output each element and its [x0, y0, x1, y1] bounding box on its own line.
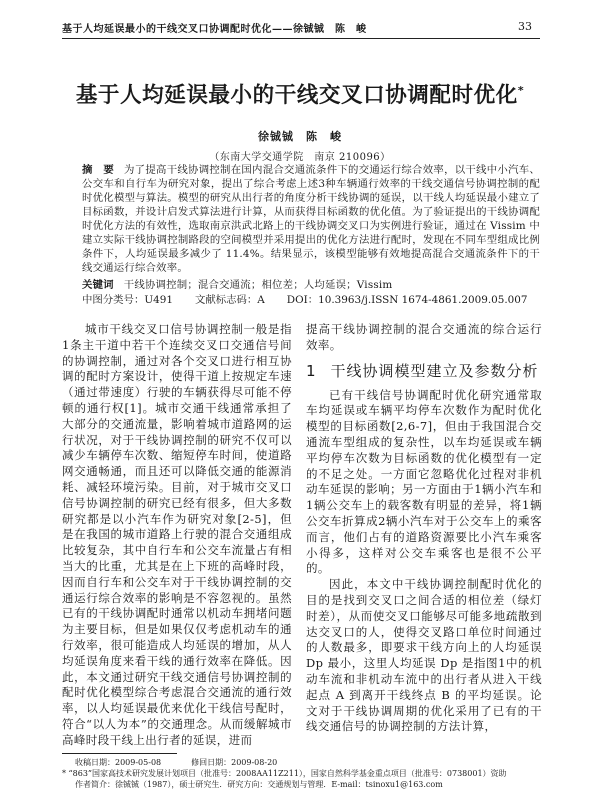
section-paragraph-2: 因此，本文中干线协调控制配时优化的目的是找到交叉口之间合适的相位差（绿灯时差），从而使交叉口能够尽可能多地疏散到达交叉口的人，使得交叉路口单位时间通过的人数最多，即要求干线方向上的人均延误 Dp 最小，这里人均延误 Dp 是指图1中的机动车流和非机动车流中的出行者从进入干线起点 A 到离开干线终点 B 的平均延误。论文对于干线协调周期的优化采用了已有的干线交通信号的协调控制的方法计算，: [306, 577, 542, 734]
keywords-label: 关键词: [82, 279, 114, 291]
front-matter: [82, 163, 540, 308]
document-code: 文献标志码：A: [194, 294, 265, 306]
footnote-rule: [62, 753, 177, 754]
footnote-dates: [62, 757, 540, 768]
intro-continuation: 提高干线协调控制的混合交通流的综合运行效率。: [306, 322, 542, 352]
received-date: 收稿日期：2009-05-08: [75, 758, 162, 767]
section-number: 1: [306, 361, 317, 380]
doi: DOI：10.3963/j.ISSN 1674-4861.2009.05.007: [286, 294, 528, 306]
body-left-column: [62, 322, 292, 749]
page-number: 33: [518, 20, 532, 33]
abstract-text: 为了提高干线协调控制在国内混合交通流条件下的交通运行综合效率，以干线中小汽车、公交车和自行车为研究对象，提出了综合考虑上述3种车辆通行效率的干线交通信号协调控制的配时优化模型与算法。模型的研究从出行者的角度分析干线协调的延误，以干线人均延误最小建立了目标函数，并设计启发式算法进行计算，从而获得目标函数的优化值。为了验证提出的干线协调配时优化方法的有效性，选取南京洪武北路上的干线协调交叉口为实例进行验证，通过在 Vissim 中建立实际干线协调控制路段的空间模型并采用提出的优化方法进行配时，发现在不同车型组成比例条件下，人均延误最多减少了 11.4%。结果显示，该模型能够有效地提高混合交通流条件下的干线交通运行综合效率。: [82, 164, 540, 274]
footnotes: [62, 757, 540, 790]
title-text: 基于人均延误最小的干线交叉口协调配时优化: [75, 83, 518, 108]
section-paragraph-1: 已有干线信号协调配时优化研究通常取车均延误或车辆平均停车次数作为配时优化模型的目标函数[2,6-7]，但由于我国混合交通流车型组成的复杂性，以车均延误或车辆平均停车次数为目标函数的优化模型有一定的不足之处。一方面它忽略优化过程对非机动车延误的影响；另一方面由于1辆小汽车和1辆公交车上的载客数有明显的差异，将1辆公交车折算成2辆小汽车对于公交车上的乘客而言，他们占有的道路资源要比小汽车乘客小得多，这样对公交车乘客也是很不公平的。: [306, 387, 542, 576]
running-header: 基于人均延误最小的干线交叉口协调配时优化——徐铖铖 陈 峻: [62, 24, 367, 35]
footnote-funding: * “863”国家高技术研究发展计划项目（批准号：2008AA11Z211），国家自然科学基金重点项目（批准号：0738001）资助: [62, 769, 507, 778]
clc-number: 中图分类号：U491: [82, 294, 173, 306]
authors: 徐铖铖 陈 峻: [258, 130, 342, 143]
title-footnote-mark: *: [517, 83, 525, 97]
header-rule: [62, 38, 540, 39]
affiliation: （东南大学交通学院 南京 210096）: [209, 152, 391, 163]
abstract-label: 摘 要: [82, 164, 115, 176]
section-title: 干线协调模型建立及参数分析: [330, 361, 539, 380]
section-heading: [306, 361, 542, 381]
keywords: [82, 278, 540, 293]
footnote-author-bio: 作者简介：徐铖铖（1987），硕士研究生．研究方向：交通规划与管理．E-mail：tsinoxu1@163.com: [75, 780, 443, 789]
body-right-column: [306, 322, 542, 735]
abstract: [82, 163, 540, 275]
paper-title: [0, 78, 600, 109]
classification-line: [82, 293, 540, 308]
intro-paragraph: 城市干线交叉口信号协调控制一般是指1条主干道中若干个连续交叉口交通信号间的协调控制，通过对各个交叉口进行相互协调的配时方案设计，使得干道上按规定车速（通过带速度）行驶的车辆获得尽可能不停顿的通行权[1]。城市交通干线通常承担了大部分的交通流量，影响着城市道路网的运行状况，对于干线协调控制的研究不仅可以减少车辆停车次数、缩短停车时间，使道路网交通畅通，而且还可以降低交通的能源消耗、减轻环境污染。目前，对于城市交叉口信号协调控制的研究已经有很多，但大多数研究都是以小汽车作为研究对象[2-5]，但是在我国的城市道路上行驶的混合交通组成比较复杂，其中自行车和公交车流量占有相当大的比重，尤其是在上下班的高峰时段，因而自行车和公交车对于干线协调控制的交通运行综合效率的影响是不容忽视的。虽然已有的干线协调配时通常以机动车拥堵问题为主要目标，但是如果仅仅考虑机动车的通行效率，很可能造成人均延误的增加，从人均延误角度来看干线的通行效率在降低。因此，本文通过研究干线交通信号协调控制的配时优化模型综合考虑混合交通流的通行效率，以人均延误最优来优化干线信号配时，符合“以人为本”的交通理念。从而缓解城市高峰时段干线上出行者的延误，进而: [62, 322, 292, 747]
keywords-text: 干线协调控制；混合交通流；相位差；人均延误；Vissim: [123, 279, 393, 291]
revised-date: 修回日期：2009-08-20: [191, 758, 278, 767]
